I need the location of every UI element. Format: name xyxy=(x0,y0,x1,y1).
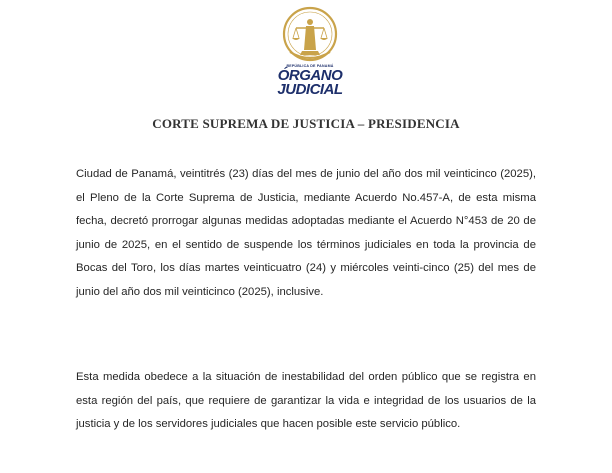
body-paragraph-2: Esta medida obedece a la situación de inestabilidad del orden público que se registra en esta región del país, que requiere de garantizar la vida e integridad de los usuarios de la justicia y de los servidores judiciales que hacen posible este servicio público. xyxy=(76,371,536,431)
republica-label: REPÚBLICA DE PANAMÁ xyxy=(286,64,334,68)
organo-judicial-logo xyxy=(270,6,350,98)
organo-wordmark: ÓRGANO xyxy=(277,67,343,84)
scales-of-justice-icon xyxy=(282,6,338,66)
body-paragraph-1: Ciudad de Panamá, veintitrés (23) días del mes de junio del año dos mil veinticinco (2025), el Pleno de la Corte Suprema de Justicia, mediante Acuerdo No.457-A, de esta misma fecha, decretó prorrogar algunas medidas adoptadas mediante el Acuerdo N°453 de 20 de junio de 2025, en el sentido de suspende los términos judiciales en toda la provincia de Bocas del Toro, los días martes veinticuatro (24) y miércoles veinti-cinco (25) del mes de junio del año dos mil veinticinco (2025), inclusive. xyxy=(76,168,536,298)
judicial-wordmark: JUDICIAL xyxy=(277,81,343,98)
page-title: CORTE SUPREMA DE JUSTICIA – PRESIDENCIA xyxy=(152,116,460,131)
